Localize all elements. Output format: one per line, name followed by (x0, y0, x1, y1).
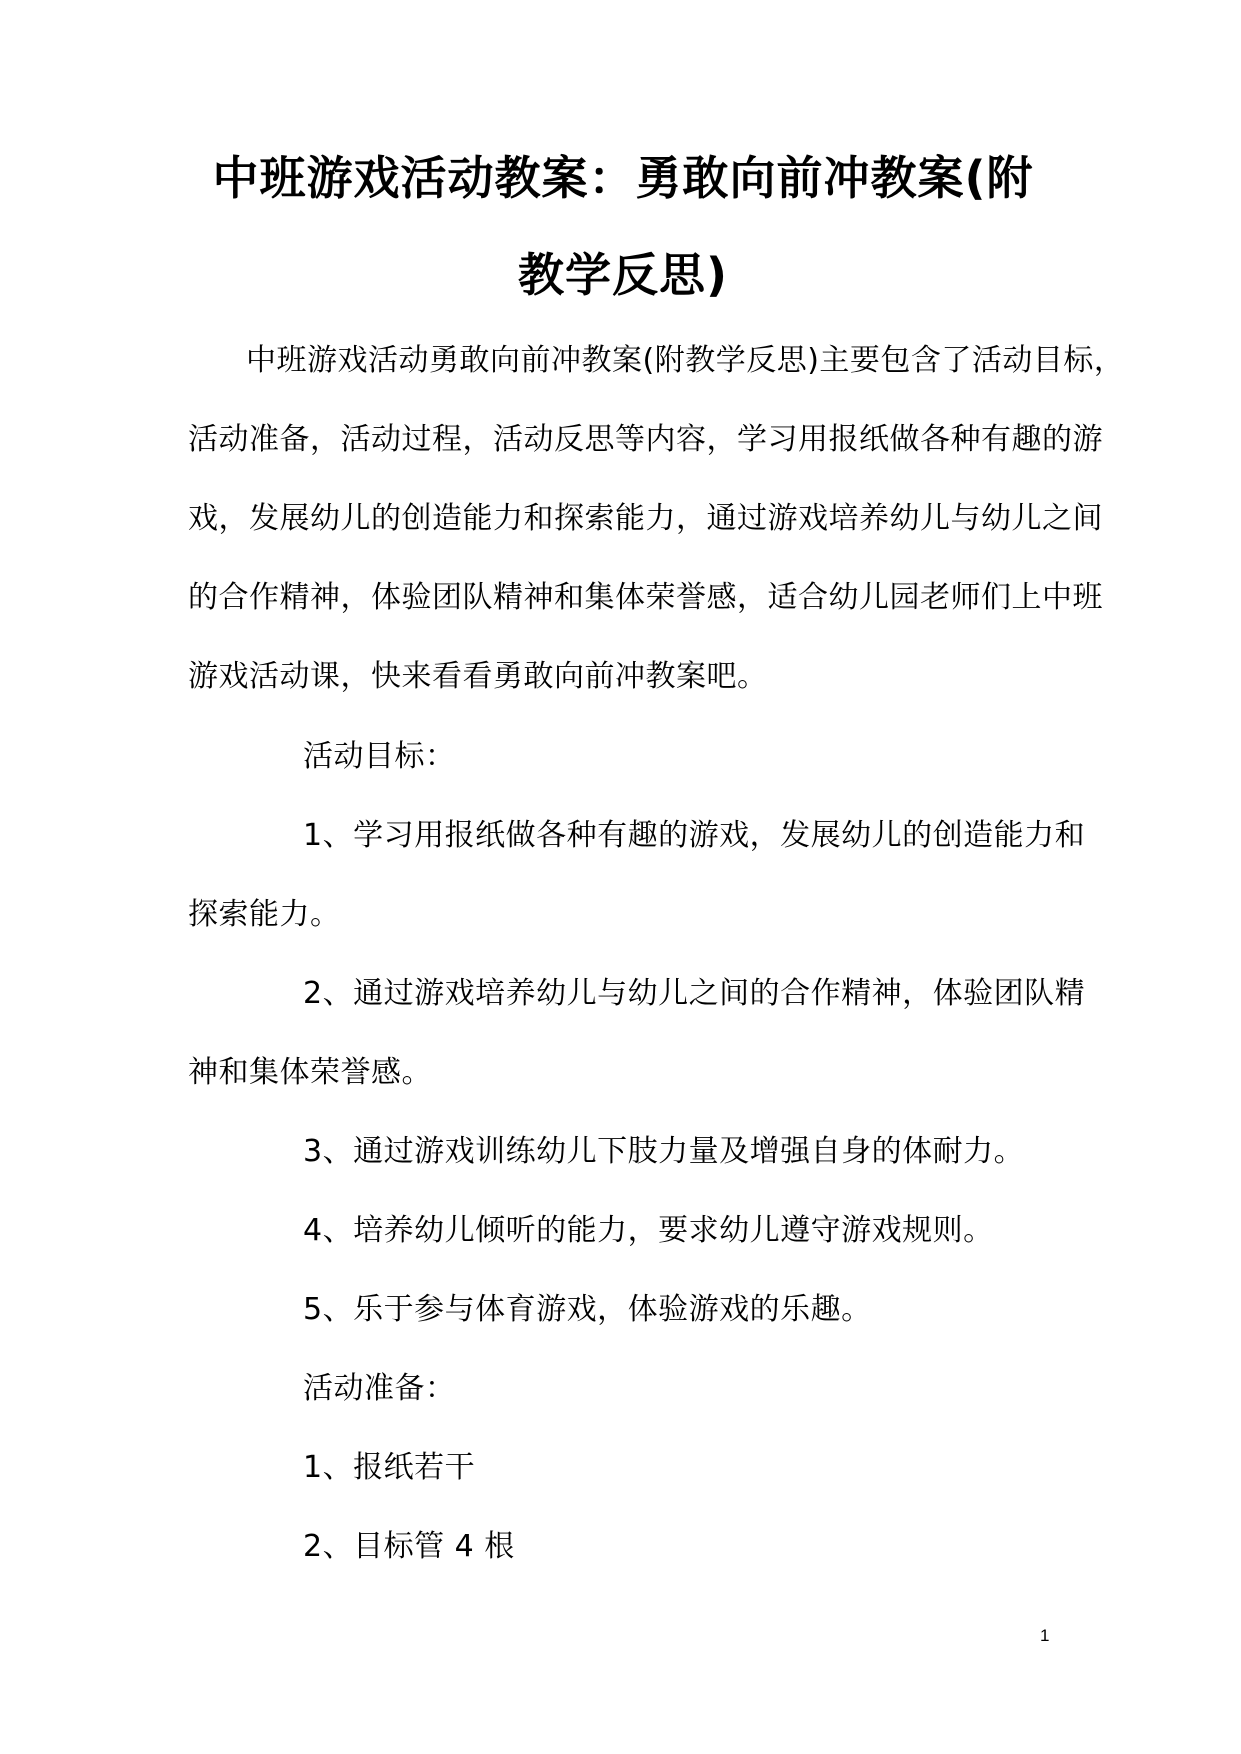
prep-heading: 活动准备： (303, 1371, 456, 1406)
page-number: 1 (1040, 1626, 1050, 1645)
intro-line-1: 中班游戏活动勇敢向前冲教案(附教学反思)主要包含了活动目标， (246, 343, 1125, 378)
intro-line-2: 活动准备，活动过程，活动反思等内容，学习用报纸做各种有趣的游 (188, 422, 1103, 457)
goals-heading: 活动目标： (303, 739, 456, 774)
goal-3: 3、通过游戏训练幼儿下肢力量及增强自身的体耐力。 (303, 1134, 1025, 1169)
intro-line-4: 的合作精神，体验团队精神和集体荣誉感，适合幼儿园老师们上中班 (188, 580, 1103, 615)
prep-item-2: 2、目标管 4 根 (303, 1529, 515, 1564)
goal-4: 4、培养幼儿倾听的能力，要求幼儿遵守游戏规则。 (303, 1213, 994, 1248)
goal-2-line-1: 2、通过游戏培养幼儿与幼儿之间的合作精神，体验团队精 (303, 976, 1086, 1011)
goal-5: 5、乐于参与体育游戏，体验游戏的乐趣。 (303, 1292, 872, 1327)
goal-1-line-1: 1、学习用报纸做各种有趣的游戏，发展幼儿的创造能力和 (303, 818, 1086, 853)
intro-line-3: 戏，发展幼儿的创造能力和探索能力，通过游戏培养幼儿与幼儿之间 (188, 501, 1103, 536)
document-title-line-2: 教学反思) (517, 248, 729, 302)
goal-2-line-2: 神和集体荣誉感。 (188, 1055, 432, 1090)
prep-item-1: 1、报纸若干 (303, 1450, 476, 1485)
goal-1-line-2: 探索能力。 (188, 897, 341, 932)
document-title-line-1: 中班游戏活动教案：勇敢向前冲教案(附 (212, 151, 1034, 205)
intro-line-5: 游戏活动课，快来看看勇敢向前冲教案吧。 (188, 659, 768, 694)
